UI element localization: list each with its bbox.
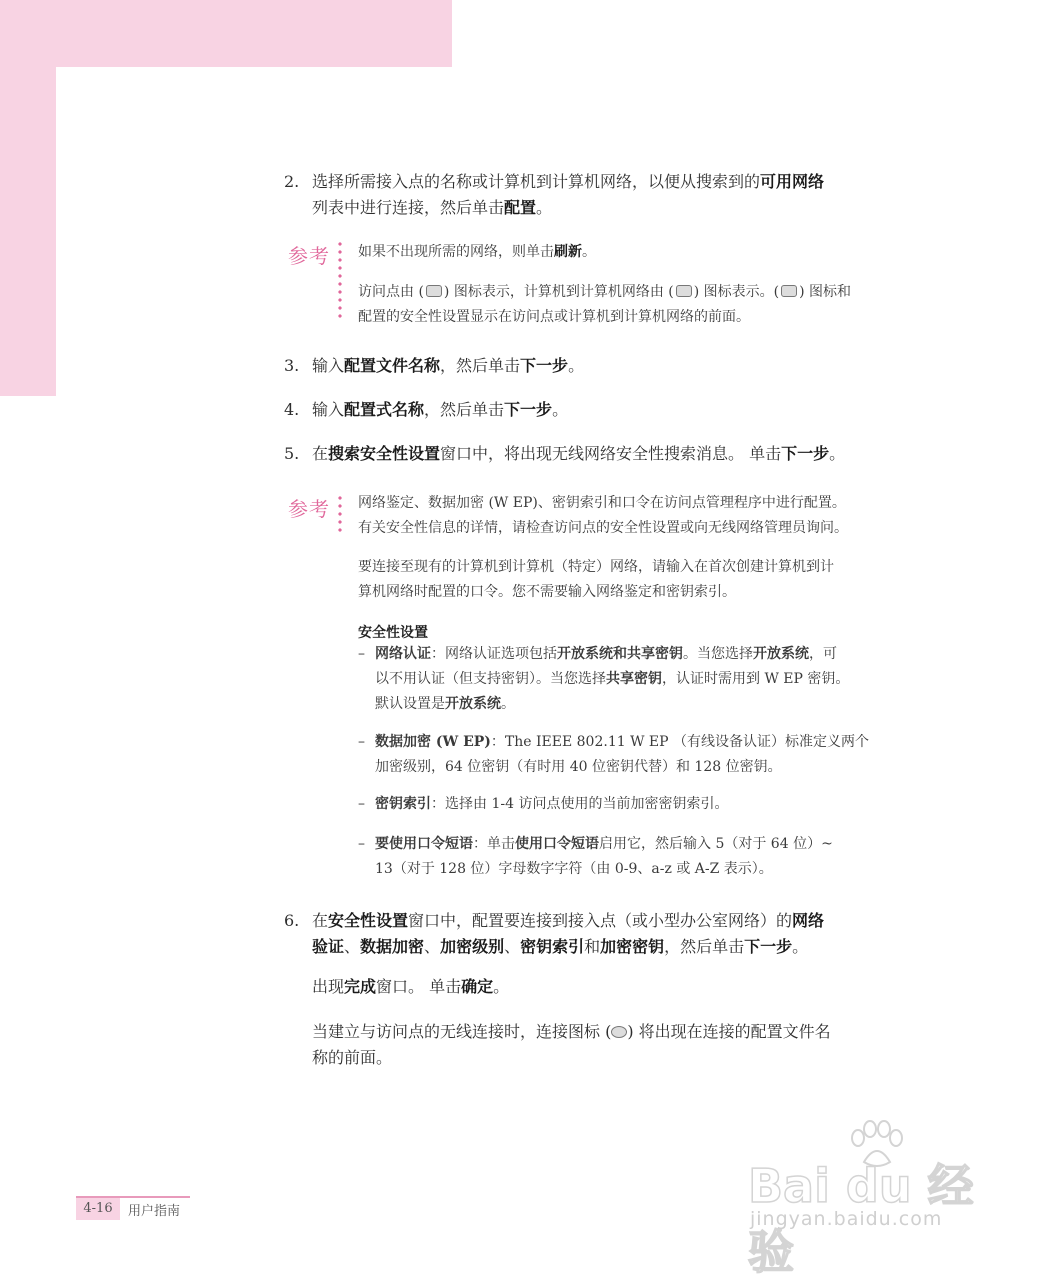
- baidu-watermark: [748, 1120, 998, 1279]
- watermark-logo: Bai du 经验: [748, 1159, 974, 1279]
- dash-item-key-index: – 密钥索引：选择由 1-4 访问点使用的当前加密密钥索引。: [358, 796, 729, 812]
- pink-header-band: [0, 0, 452, 67]
- pink-side-band: [0, 0, 56, 396]
- step-number: 2.: [284, 172, 300, 191]
- step-6-para-2: 出现完成窗口。 单击确定。: [312, 977, 510, 996]
- note-label: 参考: [288, 244, 330, 268]
- note-dotted-rule: [338, 494, 342, 536]
- dash-item-data-encryption: – 数据加密 (W EP)：The IEEE 802.11 W EP （有线设备认证）标准定义两个 加密级别，64 位密钥（有时用 40 位密钥代替）和 128 位密钥。: [358, 734, 870, 775]
- lock-icon: [781, 285, 797, 297]
- dash-item-passphrase: – 要使用口令短语：单击使用口令短语启用它，然后输入 5（对于 64 位）~ 13（对于 128 位）字母数字字符（由 0-9、a-z 或 A-Z 表示）。: [358, 836, 833, 877]
- note-2-para-2: 要连接至现有的计算机到计算机（特定）网络，请输入在首次创建计算机到计 算机网络时配置的口令。您不需要输入网络鉴定和密钥索引。: [358, 559, 834, 600]
- step-6: 6. 在安全性设置窗口中，配置要连接到接入点（或小型办公室网络）的网络 验证、数据加密、加密级别、密钥索引和加密密钥，然后单击下一步。: [284, 911, 825, 956]
- security-settings-title: 安全性设置: [358, 625, 428, 641]
- note-1-para-2: 访问点由 ( ) 图标表示，计算机到计算机网络由 ( ) 图标表示。( ) 图标和 配置的安全性设置显示在访问点或计算机到计算机网络的前面。: [358, 284, 852, 325]
- step-6-para-3: 当建立与访问点的无线连接时，连接图标 ( ) 将出现在连接的配置文件名 称的前面。: [312, 1022, 831, 1067]
- note-2-para-1: 网络鉴定、数据加密 (W EP)、密钥索引和口令在访问点管理程序中进行配置。 有关安全性信息的详情，请检查访问点的安全性设置或向无线网络管理员询问。: [358, 495, 848, 536]
- note-label: 参考: [288, 497, 330, 521]
- footer-title: 用户指南: [128, 1204, 181, 1219]
- note-dotted-rule: [338, 240, 342, 322]
- step-2: 2. 选择所需接入点的名称或计算机到计算机网络，以便从搜索到的可用网络 列表中进行连接，然后单击配置。: [284, 169, 902, 221]
- computer-network-icon: [676, 285, 692, 297]
- note-1-para-1: 如果不出现所需的网络，则单击刷新。: [358, 244, 596, 260]
- step-4: 4. 输入配置式名称，然后单击下一步。: [284, 400, 569, 419]
- dash-item-network-auth: – 网络认证：网络认证选项包括开放系统和共享密钥。当您选择开放系统，可 以不用认证（但支持密钥）。当您选择共享密钥，认证时需用到 W EP 密钥。 默认设置是开放系统。: [358, 646, 850, 712]
- watermark-url: jingyan.baidu.com: [750, 1208, 943, 1230]
- step-3: 3. 输入配置文件名称，然后单击下一步。: [284, 356, 585, 375]
- page-number: 4-16: [76, 1198, 120, 1220]
- wireless-connection-icon: [611, 1026, 627, 1038]
- step-5: 5. 在搜索安全性设置窗口中，将出现无线网络安全性搜索消息。 单击下一步。: [284, 444, 846, 463]
- access-point-icon: [426, 285, 442, 297]
